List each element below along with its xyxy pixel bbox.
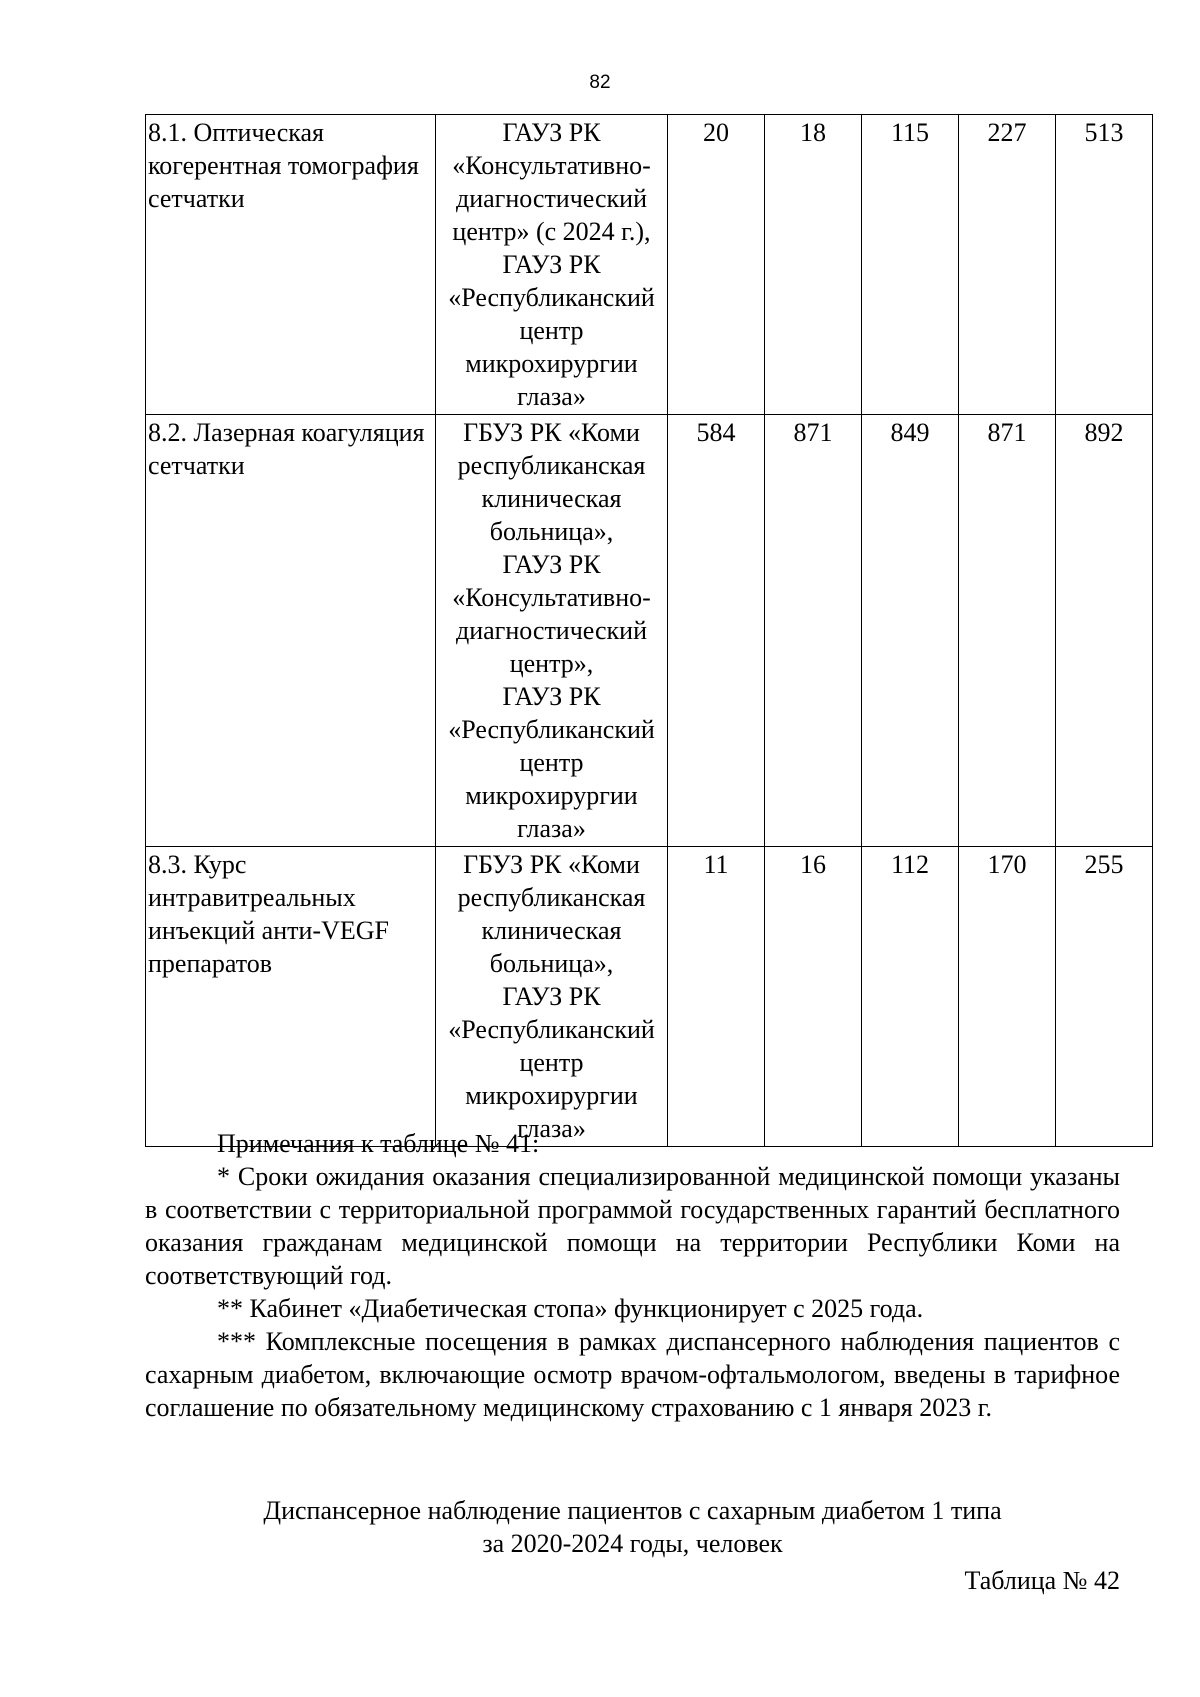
table-cell-value: 871 bbox=[765, 415, 862, 847]
table-row bbox=[146, 415, 1153, 847]
org-line: ГБУЗ РК «Коми bbox=[463, 418, 640, 447]
org-line: клиническая bbox=[481, 484, 622, 513]
table-notes bbox=[145, 1127, 1120, 1424]
org-line: клиническая bbox=[481, 916, 622, 945]
table-cell-value: 892 bbox=[1056, 415, 1153, 847]
org-line: центр bbox=[519, 748, 584, 777]
table-cell-value: 513 bbox=[1056, 115, 1153, 415]
table-row bbox=[146, 115, 1153, 415]
org-line: глаза» bbox=[517, 1114, 586, 1143]
caption-title-line-1: Диспансерное наблюдение пациентов с сахарным диабетом 1 типа bbox=[263, 1496, 1002, 1525]
org-line: микрохирургии bbox=[465, 781, 638, 810]
table-cell-value: 115 bbox=[862, 115, 959, 415]
org-line: ГАУЗ РК bbox=[502, 682, 601, 711]
org-line: диагностический bbox=[456, 184, 647, 213]
table-cell-name: 8.2. Лазерная коагуляция сетчатки bbox=[146, 415, 436, 847]
table-cell-value: 18 bbox=[765, 115, 862, 415]
org-line: «Консультативно- bbox=[452, 151, 651, 180]
org-line: «Республиканский bbox=[448, 715, 655, 744]
table-cell-value: 20 bbox=[668, 115, 765, 415]
notes-title: Примечания к таблице № 41: bbox=[217, 1129, 540, 1158]
org-line: республиканская bbox=[457, 451, 646, 480]
org-line: центр bbox=[519, 1048, 584, 1077]
org-line: ГАУЗ РК bbox=[502, 982, 601, 1011]
table-cell-value: 16 bbox=[765, 847, 862, 1147]
org-line: центр bbox=[519, 316, 584, 345]
org-line: центр» (с 2024 г.), bbox=[452, 217, 651, 246]
note-item: ** Кабинет «Диабетическая стопа» функционирует с 2025 года. bbox=[217, 1294, 924, 1323]
org-line: «Республиканский bbox=[448, 1015, 655, 1044]
org-line: ГАУЗ РК bbox=[502, 118, 601, 147]
table-cell-org bbox=[436, 115, 668, 415]
org-line: ГАУЗ РК bbox=[502, 550, 601, 579]
table-cell-value: 227 bbox=[959, 115, 1056, 415]
org-line: республиканская bbox=[457, 883, 646, 912]
table-cell-value: 11 bbox=[668, 847, 765, 1147]
next-table-caption bbox=[145, 1494, 1120, 1597]
table-cell-value: 112 bbox=[862, 847, 959, 1147]
note-item: *** Комплексные посещения в рамках диспансерного наблюдения пациентов с сахарным диабетом, включающие осмотр врачом-офтальмологом, введены в тарифное соглашение по обязательному медицинскому страхованию с 1 января 2023 г. bbox=[145, 1327, 1120, 1422]
org-line: глаза» bbox=[517, 814, 586, 843]
table-number-label: Таблица № 42 bbox=[964, 1566, 1120, 1595]
table-cell-value: 871 bbox=[959, 415, 1056, 847]
table-cell-name: 8.1. Оптическая когерентная томография сетчатки bbox=[146, 115, 436, 415]
org-line: микрохирургии bbox=[465, 1081, 638, 1110]
table-cell-value: 849 bbox=[862, 415, 959, 847]
page-number: 82 bbox=[589, 72, 611, 93]
org-line: микрохирургии bbox=[465, 349, 638, 378]
table-cell-value: 584 bbox=[668, 415, 765, 847]
caption-title-line-2: за 2020-2024 годы, человек bbox=[482, 1529, 783, 1558]
table-cell-org bbox=[436, 415, 668, 847]
org-line: глаза» bbox=[517, 382, 586, 411]
org-line: ГБУЗ РК «Коми bbox=[463, 850, 640, 879]
table-cell-org bbox=[436, 847, 668, 1147]
data-table bbox=[145, 114, 1153, 1147]
org-line: ГАУЗ РК bbox=[502, 250, 601, 279]
org-line: больница», bbox=[489, 949, 614, 978]
org-line: «Консультативно- bbox=[452, 583, 651, 612]
note-item: * Сроки ожидания оказания специализированной медицинской помощи указаны в соответствии с территориальной программой государственных гарантий бесплатного оказания гражданам медицинской помощи на территории Республики Коми на соответствующий год. bbox=[145, 1162, 1120, 1290]
table-cell-name: 8.3. Курс интравитреальных инъекций анти-VEGF препаратов bbox=[146, 847, 436, 1147]
org-line: диагностический bbox=[456, 616, 647, 645]
org-line: «Республиканский bbox=[448, 283, 655, 312]
table-cell-value: 170 bbox=[959, 847, 1056, 1147]
org-line: центр», bbox=[509, 649, 594, 678]
org-line: больница», bbox=[489, 517, 614, 546]
table-cell-value: 255 bbox=[1056, 847, 1153, 1147]
table-row bbox=[146, 847, 1153, 1147]
